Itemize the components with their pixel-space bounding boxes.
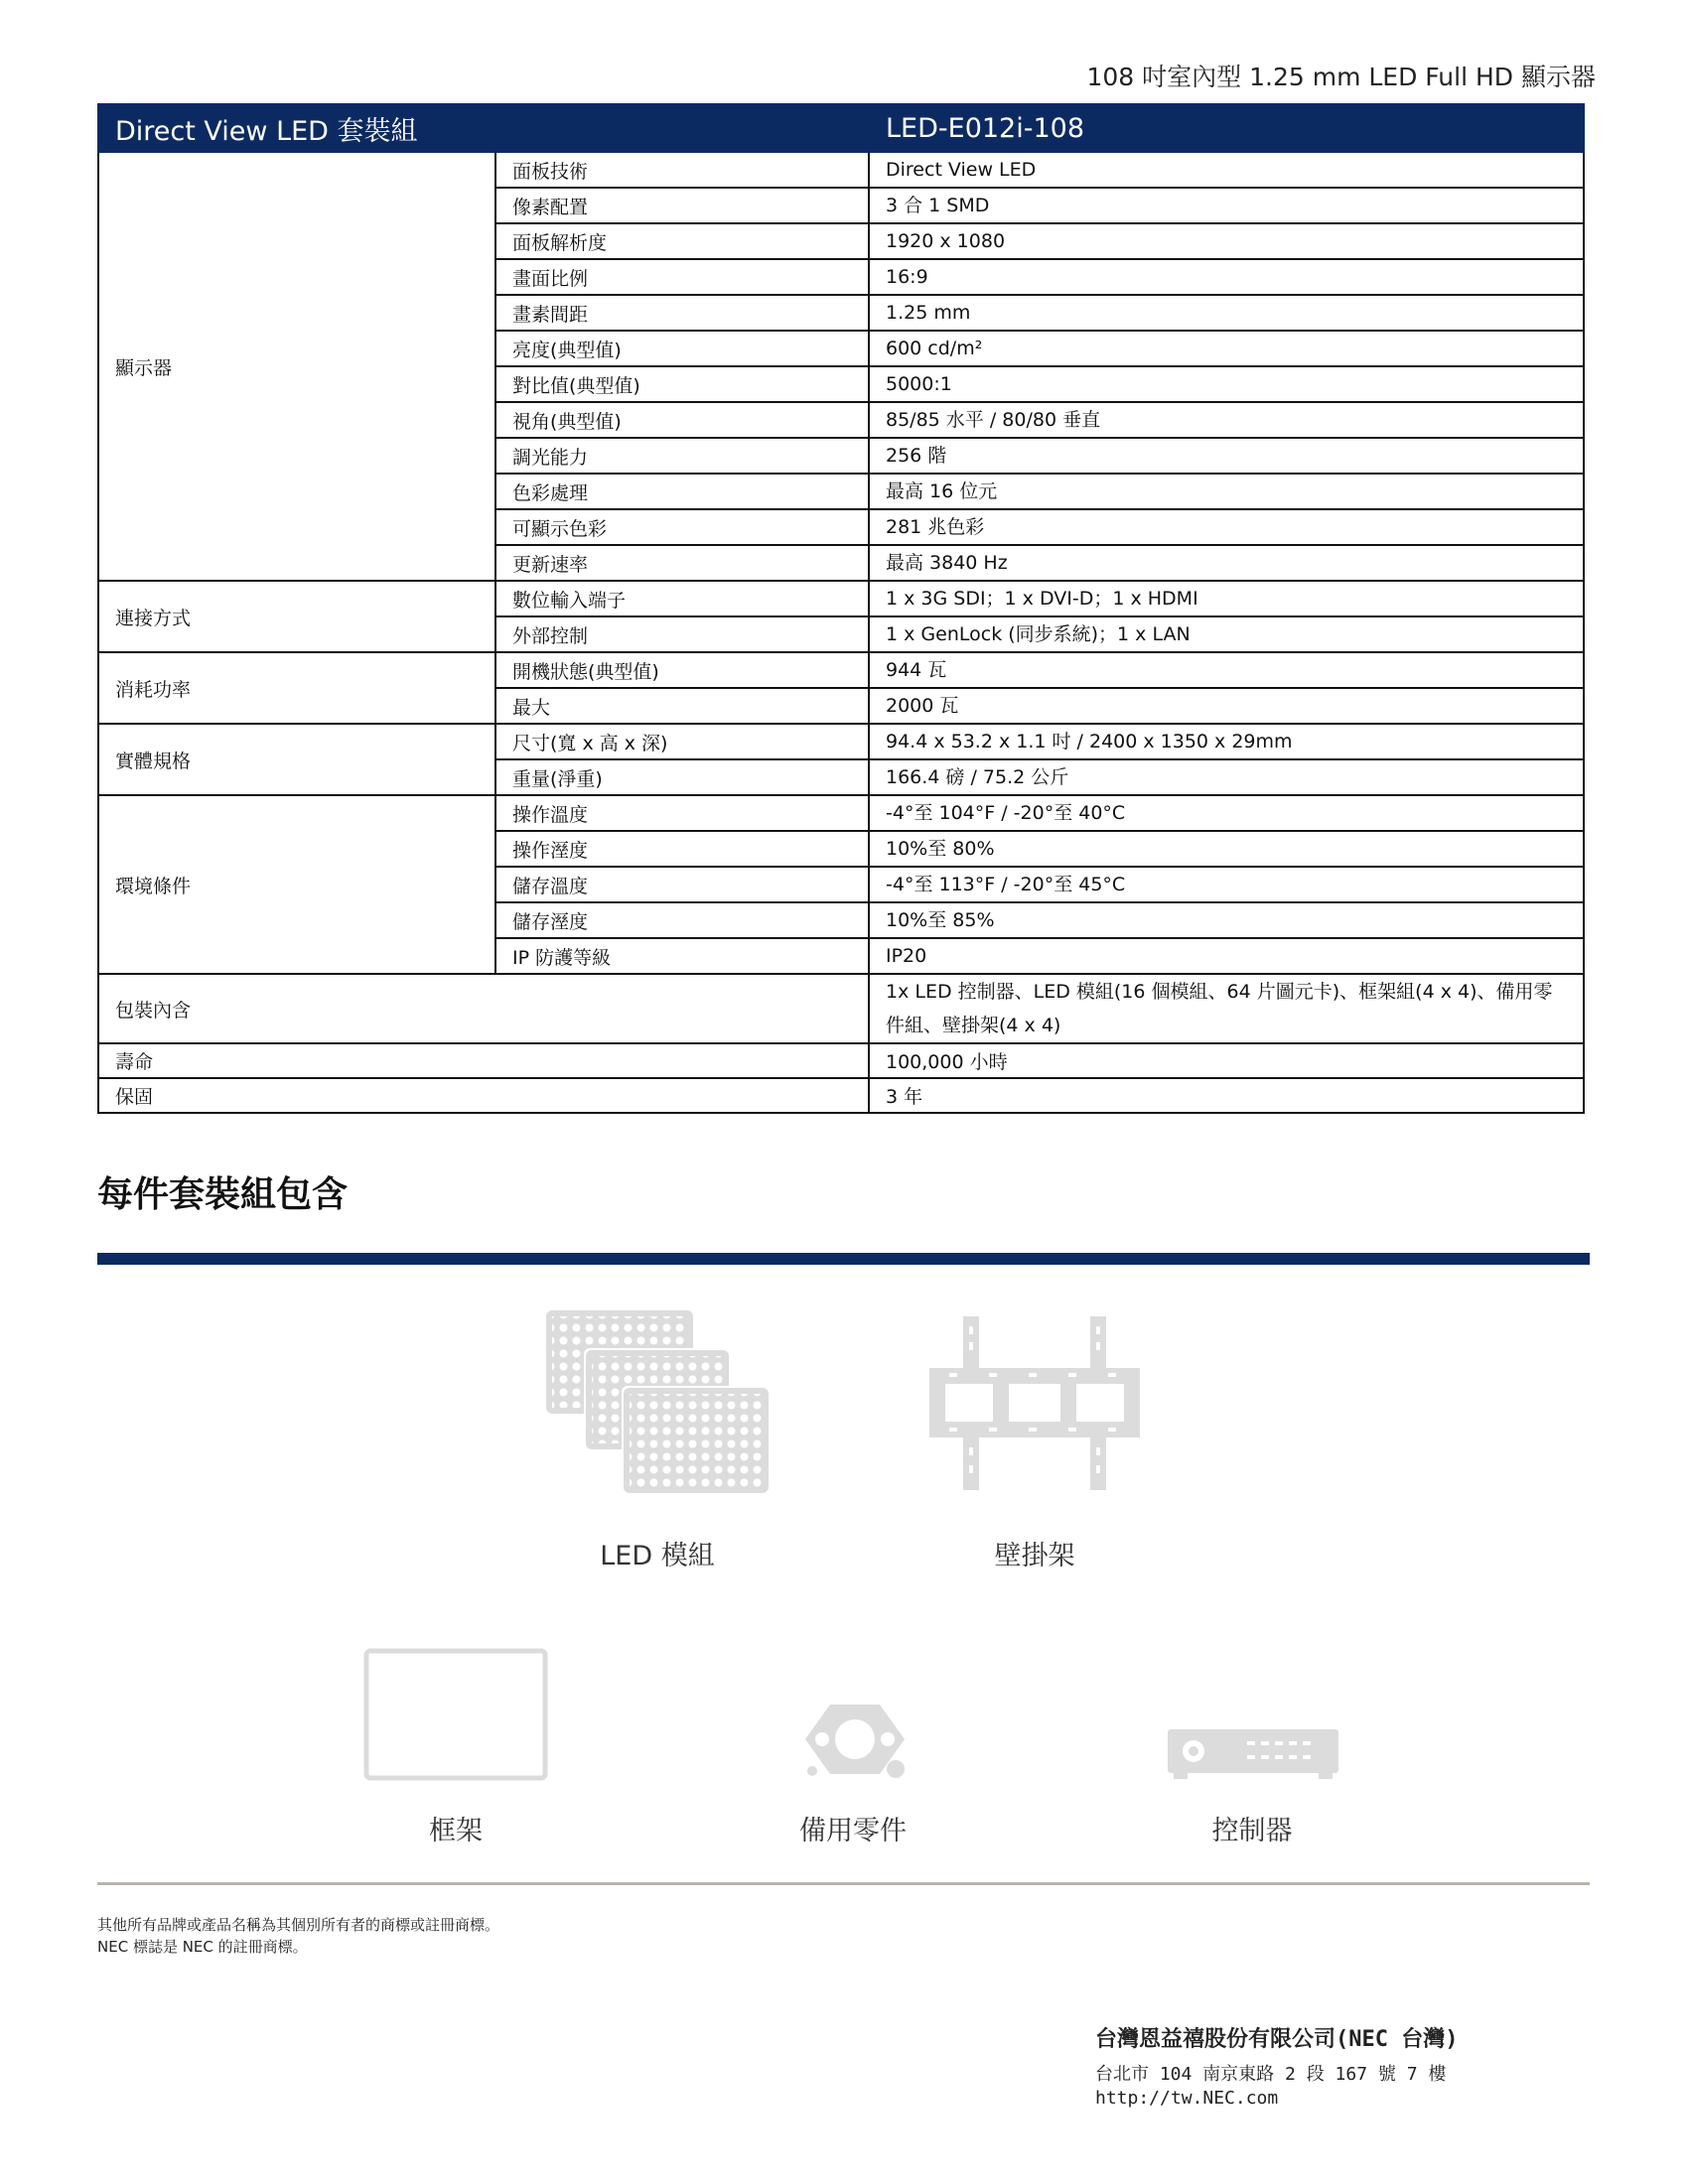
spec-value: 10%至 80% — [869, 831, 1584, 867]
spec-param: 對比值(典型值) — [495, 366, 869, 402]
spec-param: 面板技術 — [495, 152, 869, 188]
led-module-icon — [544, 1308, 773, 1497]
spec-value: 600 cd/m² — [869, 331, 1584, 366]
company-address: 台北市 104 南京東路 2 段 167 號 7 樓 — [1095, 2064, 1447, 2085]
spec-row-warranty — [98, 1078, 1584, 1113]
spec-param: 尺寸(寬 x 高 x 深) — [495, 724, 869, 759]
kit-contents-title: 每件套裝組包含 — [97, 1174, 349, 1215]
spec-param: 操作溼度 — [495, 831, 869, 867]
footer-divider — [97, 1882, 1590, 1885]
spec-param: 可顯示色彩 — [495, 509, 869, 545]
spec-param: 色彩處理 — [495, 474, 869, 509]
spec-value: 166.4 磅 / 75.2 公斤 — [869, 759, 1584, 795]
spec-value: 1 x 3G SDI；1 x DVI-D；1 x HDMI — [869, 581, 1584, 616]
spec-param: 調光能力 — [495, 438, 869, 474]
spec-param: 最大 — [495, 688, 869, 724]
spec-group-label: 連接方式 — [98, 581, 495, 652]
led-module-label: LED 模組 — [600, 1541, 715, 1571]
trademark-note: 其他所有品牌或產品名稱為其個別所有者的商標或註冊商標。 — [97, 1916, 500, 1934]
spec-param: 儲存溫度 — [495, 867, 869, 902]
frame-label: 框架 — [429, 1816, 483, 1846]
spec-table — [97, 103, 1585, 1114]
spec-param: 操作溫度 — [495, 795, 869, 831]
spec-param: 畫素間距 — [495, 295, 869, 331]
spec-value: 256 階 — [869, 438, 1584, 474]
spec-param: IP 防護等級 — [495, 938, 869, 974]
spec-value: Direct View LED — [869, 152, 1584, 188]
spec-value: 5000:1 — [869, 366, 1584, 402]
nec-trademark-note: NEC 標誌是 NEC 的註冊商標。 — [97, 1938, 308, 1956]
company-url[interactable]: http://tw.NEC.com — [1095, 2088, 1279, 2109]
spec-value: 1 x GenLock (同步系統)；1 x LAN — [869, 616, 1584, 652]
spec-value: 94.4 x 53.2 x 1.1 吋 / 2400 x 1350 x 29mm — [869, 724, 1584, 759]
spec-row — [98, 652, 1584, 688]
spare-parts-icon — [800, 1700, 910, 1781]
spec-value: IP20 — [869, 938, 1584, 974]
spec-value: 10%至 85% — [869, 902, 1584, 938]
wall-mount-icon — [929, 1316, 1140, 1490]
spec-param: 外部控制 — [495, 616, 869, 652]
spec-param: 重量(淨重) — [495, 759, 869, 795]
section-divider — [97, 1253, 1590, 1265]
package-value: 1x LED 控制器、LED 模組(16 個模組、64 片圖元卡)、框架組(4 x 4)、備用零件組、壁掛架(4 x 4) — [869, 974, 1584, 1043]
controller-icon — [1168, 1727, 1338, 1779]
spec-group-label: 環境條件 — [98, 795, 495, 974]
frame-icon — [363, 1648, 548, 1781]
spec-param: 視角(典型值) — [495, 402, 869, 438]
document-title: 108 吋室內型 1.25 mm LED Full HD 顯示器 — [1086, 63, 1596, 91]
spec-param: 開機狀態(典型值) — [495, 652, 869, 688]
wall-mount-label: 壁掛架 — [994, 1541, 1075, 1571]
spec-value: 1920 x 1080 — [869, 223, 1584, 259]
spec-value: 最高 3840 Hz — [869, 545, 1584, 581]
spec-value: 944 瓦 — [869, 652, 1584, 688]
package-label: 包裝內含 — [98, 974, 869, 1043]
spec-value: 281 兆色彩 — [869, 509, 1584, 545]
spec-value: 最高 16 位元 — [869, 474, 1584, 509]
spec-group-label: 實體規格 — [98, 724, 495, 795]
spec-row — [98, 152, 1584, 188]
lifetime-value: 100,000 小時 — [869, 1043, 1584, 1078]
spec-group-label: 消耗功率 — [98, 652, 495, 724]
company-name: 台灣恩益禧股份有限公司(NEC 台灣) — [1095, 2027, 1459, 2052]
spec-value: 2000 瓦 — [869, 688, 1584, 724]
spec-value: -4°至 104°F / -20°至 40°C — [869, 795, 1584, 831]
spec-group-label: 顯示器 — [98, 152, 495, 581]
spec-value: 3 合 1 SMD — [869, 188, 1584, 223]
spec-value: 1.25 mm — [869, 295, 1584, 331]
spec-param: 數位輸入端子 — [495, 581, 869, 616]
spec-value: 85/85 水平 / 80/80 垂直 — [869, 402, 1584, 438]
model-number: LED-E012i-108 — [869, 104, 1584, 152]
lifetime-label: 壽命 — [98, 1043, 869, 1078]
controller-label: 控制器 — [1211, 1816, 1293, 1846]
spec-row — [98, 795, 1584, 831]
spec-row — [98, 724, 1584, 759]
spec-row — [98, 581, 1584, 616]
spec-row-package — [98, 974, 1584, 1043]
warranty-label: 保固 — [98, 1078, 869, 1113]
warranty-value: 3 年 — [869, 1078, 1584, 1113]
spec-param: 亮度(典型值) — [495, 331, 869, 366]
spec-value: 16:9 — [869, 259, 1584, 295]
kit-name: Direct View LED 套裝組 — [98, 104, 869, 152]
spec-param: 像素配置 — [495, 188, 869, 223]
spec-table-header — [98, 104, 1584, 152]
spec-row-lifetime — [98, 1043, 1584, 1078]
spare-parts-label: 備用零件 — [799, 1816, 907, 1846]
spec-param: 面板解析度 — [495, 223, 869, 259]
spec-value: -4°至 113°F / -20°至 45°C — [869, 867, 1584, 902]
spec-param: 畫面比例 — [495, 259, 869, 295]
spec-param: 儲存溼度 — [495, 902, 869, 938]
spec-param: 更新速率 — [495, 545, 869, 581]
